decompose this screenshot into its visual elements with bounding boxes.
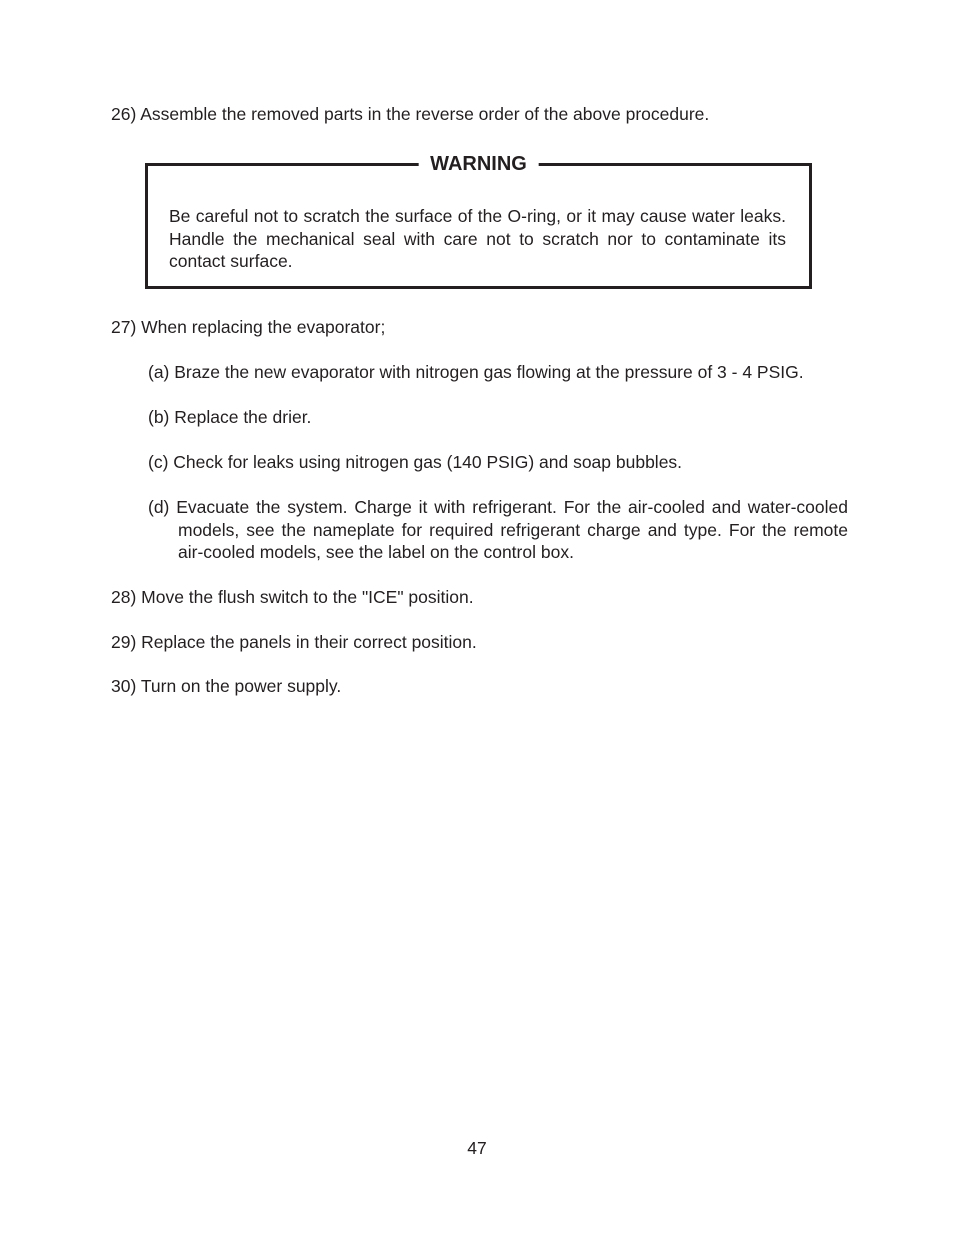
step-27: 27) When replacing the evaporator; <box>111 317 386 337</box>
step-27d: (d) Evacuate the system. Charge it with refrigerant. For the air-cooled and water-cooled models, see the nameplate for required refrigerant charge and type. For the remote air-cooled models, see the label on the control box. <box>148 497 848 563</box>
warning-text: Be careful not to scratch the surface of the O-ring, or it may cause water leaks. Handle the mechanical seal with care not to scratch nor to contaminate its contact surface. <box>169 206 786 272</box>
step-30: 30) Turn on the power supply. <box>111 676 342 696</box>
step-28: 28) Move the flush switch to the "ICE" position. <box>111 587 474 607</box>
step-27c: (c) Check for leaks using nitrogen gas (140 PSIG) and soap bubbles. <box>148 452 683 472</box>
warning-box <box>145 153 812 289</box>
warning-title: WARNING <box>418 152 539 176</box>
page-number: 47 <box>467 1138 487 1158</box>
step-29: 29) Replace the panels in their correct position. <box>111 632 477 652</box>
step-27a: (a) Braze the new evaporator with nitrogen gas flowing at the pressure of 3 - 4 PSIG. <box>148 362 804 382</box>
step-27b: (b) Replace the drier. <box>148 407 312 427</box>
step-26: 26) Assemble the removed parts in the reverse order of the above procedure. <box>111 104 710 124</box>
